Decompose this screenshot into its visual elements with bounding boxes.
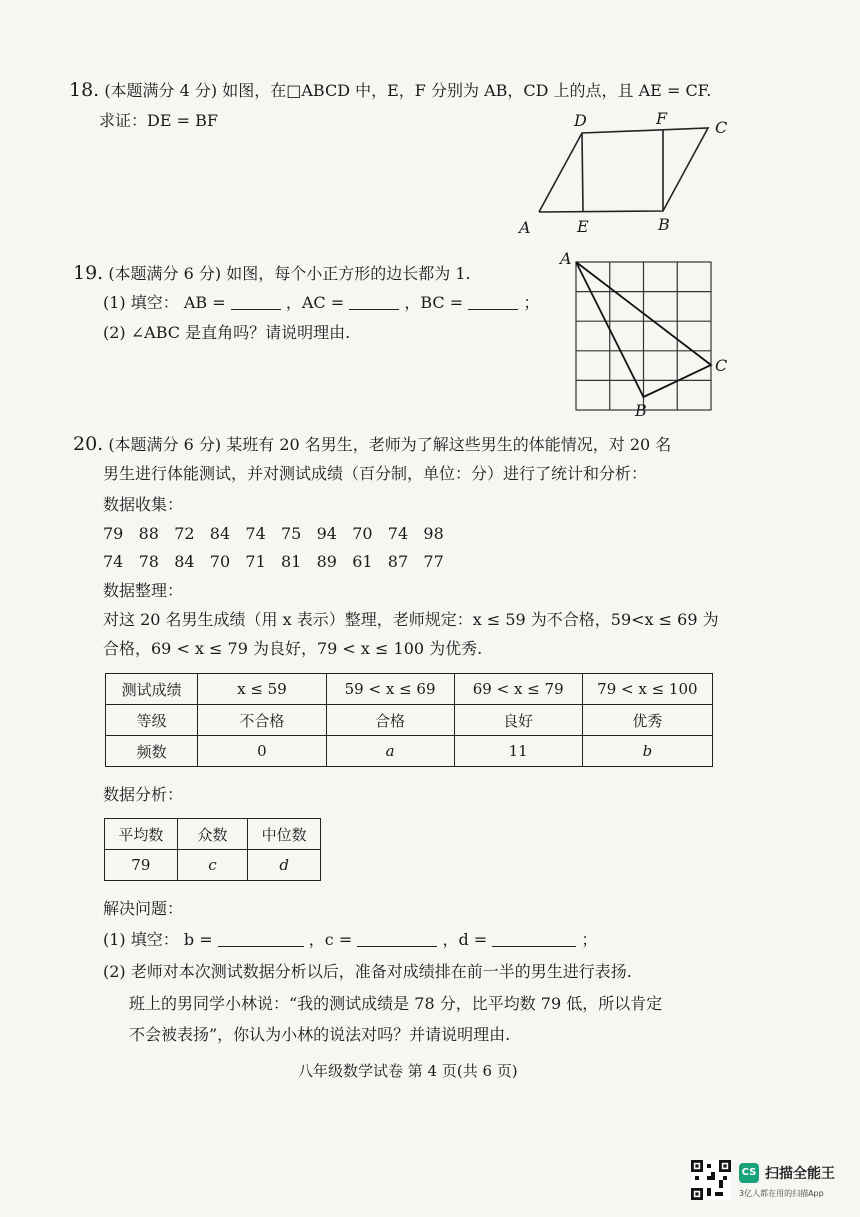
q20-b-label: b = [183,930,213,949]
q20-semicolon: ； [581,930,598,949]
score-value: 61 [352,552,373,571]
table-cell: 众数 [177,819,248,850]
q18-number: 18. [69,79,100,101]
q19-number: 19. [73,262,104,284]
score-value: 78 [138,552,159,571]
ac-answer-blank[interactable] [349,293,399,310]
label-d: D [574,111,587,130]
grid-label-a: A [560,250,572,268]
table-row [106,674,713,705]
score-value: 74 [103,552,124,571]
bc-answer-blank[interactable] [468,293,518,310]
scanner-app-slogan: 3亿人都在用的扫描App [739,1189,824,1198]
cs-logo: CS [739,1163,759,1183]
table-cell: d [248,850,321,881]
score-value: 77 [423,552,444,571]
label-f: F [656,109,668,128]
q20-part2-line2: 班上的男同学小林说：“我的测试成绩是 78 分，比平均数 79 低，所以肯定 [129,994,663,1013]
table-cell: 不合格 [198,705,326,736]
parallelogram-figure [510,108,740,238]
score-value: 84 [209,524,231,543]
q19-fill-line [103,292,539,314]
table-row [106,705,713,736]
q20-c-label: ，c = [308,930,353,949]
page-footer: 八年级数学试卷 第 4 页(共 6 页) [298,1062,518,1080]
score-value: 81 [281,552,302,571]
table-cell: 良好 [454,705,582,736]
d-answer-blank[interactable] [492,930,576,947]
q18-line1 [69,79,711,102]
score-value: 70 [209,552,231,571]
score-value: 88 [138,524,159,543]
b-answer-blank[interactable] [218,930,304,947]
collect-title: 数据收集： [103,495,184,514]
q20-part2-line3: 不会被表扬”，你认为小林的说法对吗？并请说明理由. [129,1025,511,1044]
table-cell: c [177,850,248,881]
table-cell: 11 [454,736,582,767]
q19-bc-label: ，BC = [404,293,464,312]
ab-answer-blank[interactable] [231,293,281,310]
q20-number: 20. [73,433,104,455]
label-e: E [577,217,589,236]
q20-fill-prefix: (1) 填空： [103,930,179,949]
score-value: 84 [174,552,195,571]
q19-semicolon: ； [523,293,540,312]
table-cell: 测试成绩 [106,674,198,705]
q19-part2: (2) ∠ABC 是直角吗？请说明理由. [103,323,351,342]
table-cell: 优秀 [582,705,712,736]
frequency-table [105,673,713,767]
q19-line1 [73,262,471,285]
score-value: 94 [316,524,337,543]
solve-title: 解决问题： [103,899,184,918]
q19-fill-prefix: (1) 填空： [103,293,179,312]
analysis-table [104,818,321,881]
table-cell: 79 [105,850,178,881]
table-cell: 79 < x ≤ 100 [582,674,712,705]
score-value: 74 [245,524,266,543]
q18-prove: 求证：DE = BF [99,111,218,130]
score-value: 72 [174,524,195,543]
score-value: 98 [423,524,444,543]
scanner-app-name: 扫描全能王 [765,1166,835,1182]
table-row [105,819,321,850]
q20-part2-line1: (2) 老师对本次测试数据分析以后，准备对成绩排在前一半的男生进行表扬. [103,962,632,981]
q19-ab-label: AB = [183,293,226,312]
score-value: 89 [316,552,337,571]
grid-label-b: B [635,401,647,420]
rule-line-1: 对这 20 名男生成绩（用 x 表示）整理，老师规定：x ≤ 59 为不合格，59<x ≤ 69 为 [103,610,719,629]
table-cell: 69 < x ≤ 79 [454,674,582,705]
rule-line-2: 合格，69 < x ≤ 79 为良好，79 < x ≤ 100 为优秀. [103,639,483,658]
score-value: 75 [281,524,302,543]
table-cell: a [326,736,454,767]
q19-ac-label: ，AC = [285,293,345,312]
q20-d-label: ，d = [442,930,488,949]
table-cell: 合格 [326,705,454,736]
score-value: 79 [103,524,124,543]
label-b: B [658,215,670,234]
c-answer-blank[interactable] [357,930,437,947]
grid-triangle-figure [555,250,735,420]
analysis-title: 数据分析： [103,785,184,804]
grid-label-c: C [715,356,728,375]
q20-text: (本题满分 6 分) 某班有 20 名男生，老师为了解这些男生的体能情况，对 20 名 [108,435,672,454]
table-cell: x ≤ 59 [198,674,326,705]
label-a: A [519,218,531,237]
table-cell: 频数 [106,736,198,767]
table-cell: 中位数 [248,819,321,850]
table-cell: 59 < x ≤ 69 [326,674,454,705]
table-cell: b [582,736,712,767]
table-cell: 0 [198,736,326,767]
q19-text: (本题满分 6 分) 如图，每个小正方形的边长都为 1. [108,264,471,283]
score-value: 70 [352,524,373,543]
q20-line1 [73,433,671,456]
score-value: 87 [387,552,409,571]
table-row [105,850,321,881]
q18-text: (本题满分 4 分) 如图，在□ABCD 中，E，F 分别为 AB，CD 上的点，且 AE = CF. [104,81,712,100]
table-row [106,736,713,767]
qr-code-icon [691,1160,731,1200]
table-cell: 平均数 [105,819,178,850]
organize-title: 数据整理： [103,581,184,600]
q20-line2: 男生进行体能测试，并对测试成绩（百分制，单位：分）进行了统计和分析： [103,464,648,483]
score-value: 71 [245,552,266,571]
q20-fill-line [103,929,597,951]
score-value: 74 [387,524,409,543]
table-cell: 等级 [106,705,198,736]
label-c: C [715,118,728,137]
